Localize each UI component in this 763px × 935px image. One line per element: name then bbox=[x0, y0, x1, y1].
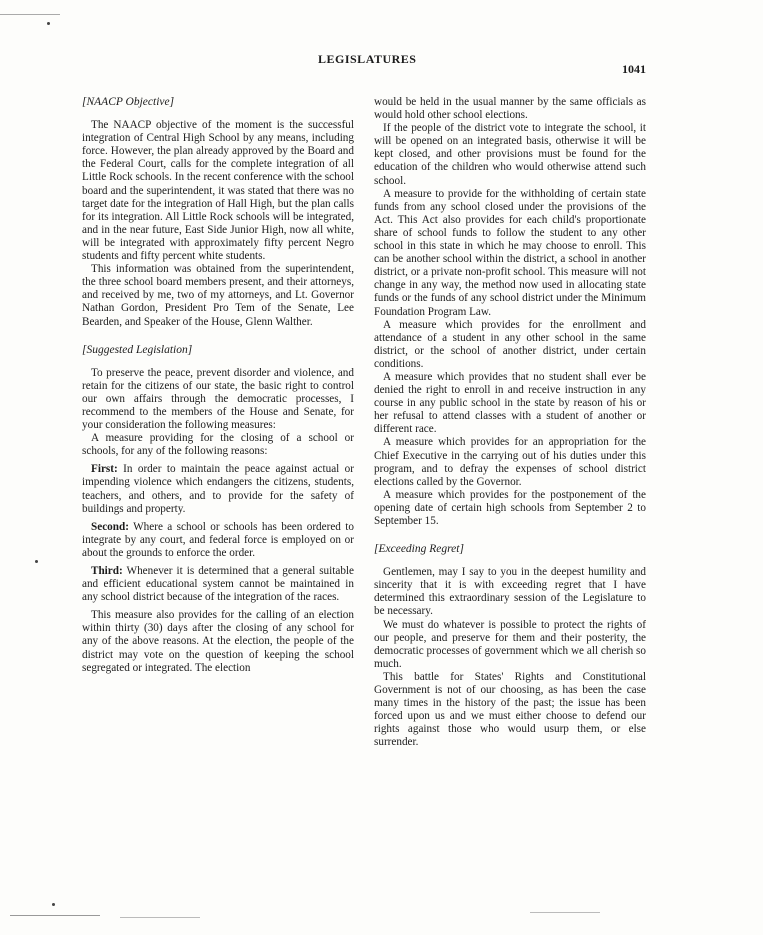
paragraph-body: Where a school or schools has been ordered to integrate by any court, and federal force is employed on or about the grounds to enforce the order. bbox=[82, 520, 354, 559]
scan-mark bbox=[47, 22, 50, 25]
scan-mark bbox=[530, 912, 600, 913]
paragraph bbox=[82, 565, 354, 604]
paragraph bbox=[82, 463, 354, 515]
paragraph: The NAACP objective of the moment is the successful integration of Central High School by any means, including force. However, the plan already approved by the Board and the Federal Court, calls for the complete integration of all Little Rock schools. In the recent conference with the school board and the superintendent, it was stated that there was no target date for the integration of Hall High, but the plan calls for its integration. All Little Rock schools will be integrated, and in the near future, East Side Junior High, now all white, will be integrated with approximately fifty percent Negro students and fifty percent white students. bbox=[82, 119, 354, 263]
paragraph: A measure which provides that no student shall ever be denied the right to enroll in and receive instruction in any course in any public school in the state by reason of his or her refusal to attend classes with a student of another or different race. bbox=[374, 370, 646, 436]
paragraph: A measure which provides for the enrollment and attendance of a student in any other school in the same district, or the school of another district, under certain conditions. bbox=[374, 318, 646, 370]
scan-mark bbox=[35, 560, 38, 563]
paragraph-body: In order to maintain the peace against actual or impending violence which endangers the citizens, students, teachers, and others, and to provide for the safety of buildings and property. bbox=[82, 463, 354, 515]
paragraph-lead: Third: bbox=[91, 565, 123, 577]
section-heading: [NAACP Objective] bbox=[82, 96, 175, 108]
scan-mark bbox=[52, 903, 55, 906]
paragraph: A measure which provides for an appropriation for the Chief Executive in the carrying out of his duties under this program, and to defray the expenses of school district elections called by the Governor. bbox=[374, 436, 646, 488]
right-column bbox=[374, 96, 646, 750]
paragraph: Gentlemen, may I say to you in the deepest humility and sincerity that it is with exceeding regret that I have determined this extraordinary session of the Legislature to be necessary. bbox=[374, 566, 646, 618]
paragraph: This measure also provides for the calling of an election within thirty (30) days after the closing of any school for any of the above reasons. At the election, the people of the district may vote on the question of keeping the school segregated or integrated. The election bbox=[82, 609, 354, 674]
paragraph-lead: Second: bbox=[91, 520, 129, 533]
paragraph: To preserve the peace, prevent disorder and violence, and retain for the citizens of our state, the basic right to control our own affairs through the democratic processes, I recommend to the members of the House and Senate, for your consideration the following measures: bbox=[82, 366, 354, 432]
paragraph bbox=[82, 521, 354, 560]
paragraph-lead: First: bbox=[91, 463, 118, 476]
paragraph-body: Whenever it is determined that a general suitable and efficient educational system cannot be maintained in any school district because of the integration of the races. bbox=[82, 565, 354, 604]
paragraph: We must do whatever is possible to protect the rights of our people, and preserve for them and their posterity, the democratic processes of government which we all cherish so much. bbox=[374, 618, 646, 670]
section-heading: [Suggested Legislation] bbox=[82, 343, 193, 356]
paragraph: This information was obtained from the superintendent, the three school board members present, and their attorneys, and received by me, two of my attorneys, and Lt. Governor Nathan Gordon, President Pro Tem of the Senate, Lee Bearden, and Speaker of the House, Glenn Walther. bbox=[82, 263, 354, 328]
paragraph: If the people of the district vote to integrate the school, it will be opened on an integrated basis, otherwise it will be kept closed, and other provisions must be found for the education of the children who would otherwise attend such school. bbox=[374, 122, 646, 187]
paragraph: A measure which provides for the postponement of the opening date of certain high schools from September 2 to September 15. bbox=[374, 488, 646, 527]
left-column bbox=[82, 96, 354, 675]
running-head: LEGISLATURES bbox=[318, 52, 417, 66]
paragraph: This battle for States' Rights and Constitutional Government is not of our choosing, as has been the case many times in the history of the past; the issue has been forced upon us and we must either choose to defend our rights against those who would usurp them, or else surrender. bbox=[374, 670, 646, 749]
scan-mark bbox=[120, 917, 200, 918]
scan-mark bbox=[10, 915, 100, 916]
section-heading: [Exceeding Regret] bbox=[374, 543, 464, 556]
paragraph: A measure providing for the closing of a school or schools, for any of the following reasons: bbox=[82, 432, 354, 458]
paragraph: A measure to provide for the withholding of certain state funds from any school closed under the provisions of the Act. This Act also provides for each child's proportionate share of school funds to follow the student to any other school in this state in which he may choose to enroll. This can be another school within the district, a school in another district, or a private non-profit school. This measure will not change in any way, the method now used in allocating state funds or the funds of any school district under the Minimum Foundation Program Law. bbox=[374, 187, 646, 318]
scan-mark bbox=[0, 14, 60, 15]
paragraph: would be held in the usual manner by the same officials as would hold other school elections. bbox=[374, 96, 646, 122]
page-number: 1041 bbox=[622, 62, 646, 76]
